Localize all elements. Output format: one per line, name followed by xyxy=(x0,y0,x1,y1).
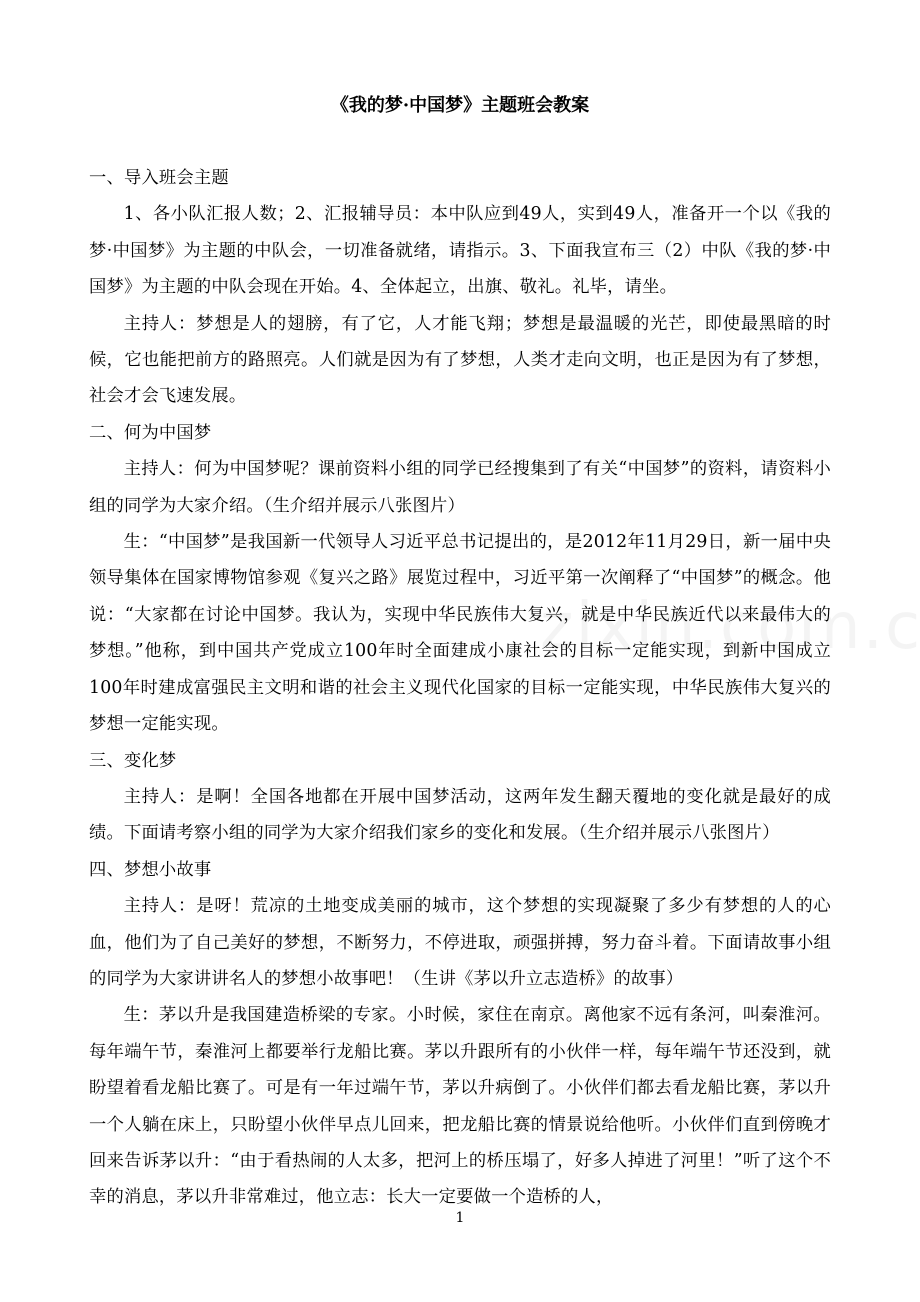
page-number: 1 xyxy=(455,1210,465,1226)
document-body xyxy=(89,160,831,1216)
section-heading-1: 一、导入班会主题 xyxy=(89,168,229,188)
section-heading-2: 二、何为中国梦 xyxy=(89,422,212,443)
paragraph: 主持人：何为中国梦呢？课前资料小组的同学已经搜集到了有关“中国梦”的资料，请资料小组的同学为大家介绍。（生介绍并展示八张图片） xyxy=(89,459,831,516)
paragraph: 生：“中国梦”是我国新一代领导人习近平总书记提出的，是2012年11月29日，新一届中央领导集体在国家博物馆参观《复兴之路》展览过程中，习近平第一次阐释了“中国梦”的概念。他说：“大家都在讨论中国梦。我认为，实现中华民族伟大复兴，就是中华民族近代以来最伟大的梦想。”他称，到中国共产党成立100年时全面建成小康社会的目标一定能实现，到新中国成立100年时建成富强民主文明和谐的社会主义现代化国家的目标一定能实现，中华民族伟大复兴的梦想一定能实现。 xyxy=(89,532,831,735)
paragraph: 1、各小队汇报人数；2、汇报辅导员：本中队应到49人，实到49人，准备开一个以《我的梦·中国梦》为主题的中队会，一切准备就绪，请指示。3、下面我宣布三（2）中队《我的梦·中国梦》为主题的中队会现在开始。4、全体起立，出旗、敬礼。礼毕，请坐。 xyxy=(89,204,831,298)
paragraph: 主持人：梦想是人的翅膀，有了它，人才能飞翔；梦想是最温暖的光芒，即使最黑暗的时候，它也能把前方的路照亮。人们就是因为有了梦想，人类才走向文明，也正是因为有了梦想，社会才会飞速发展。 xyxy=(89,313,831,407)
section-heading-3: 三、变化梦 xyxy=(89,750,177,771)
section-heading-4: 四、梦想小故事 xyxy=(89,859,212,880)
paragraph: 主持人：是啊！全国各地都在开展中国梦活动，这两年发生翻天覆地的变化就是最好的成绩。下面请考察小组的同学为大家介绍我们家乡的变化和发展。（生介绍并展示八张图片） xyxy=(89,786,831,844)
paragraph: 主持人：是呀！荒凉的土地变成美丽的城市，这个梦想的实现凝聚了多少有梦想的人的心血，他们为了自己美好的梦想，不断努力，不停进取，顽强拼搏，努力奋斗着。下面请故事小组的同学为大家讲讲名人的梦想小故事吧！（生讲《茅以升立志造桥》的故事） xyxy=(89,896,831,989)
paragraph: 生：茅以升是我国建造桥梁的专家。小时候，家住在南京。离他家不远有条河，叫秦淮河。每年端午节，秦淮河上都要举行龙船比赛。茅以升跟所有的小伙伴一样，每年端午节还没到，就盼望着看龙船比赛了。可是有一年过端午节，茅以升病倒了。小伙伴们都去看龙船比赛，茅以升一个人躺在床上，只盼望小伙伴早点儿回来，把龙船比赛的情景说给他听。小伙伴们直到傍晚才回来告诉茅以升：“由于看热闹的人太多，把河上的桥压塌了，好多人掉进了河里！”听了这个不幸的消息，茅以升非常难过，他立志：长大一定要做一个造桥的人， xyxy=(89,1005,831,1208)
document-title: 《我的梦·中国梦》主题班会教案 xyxy=(330,95,590,116)
